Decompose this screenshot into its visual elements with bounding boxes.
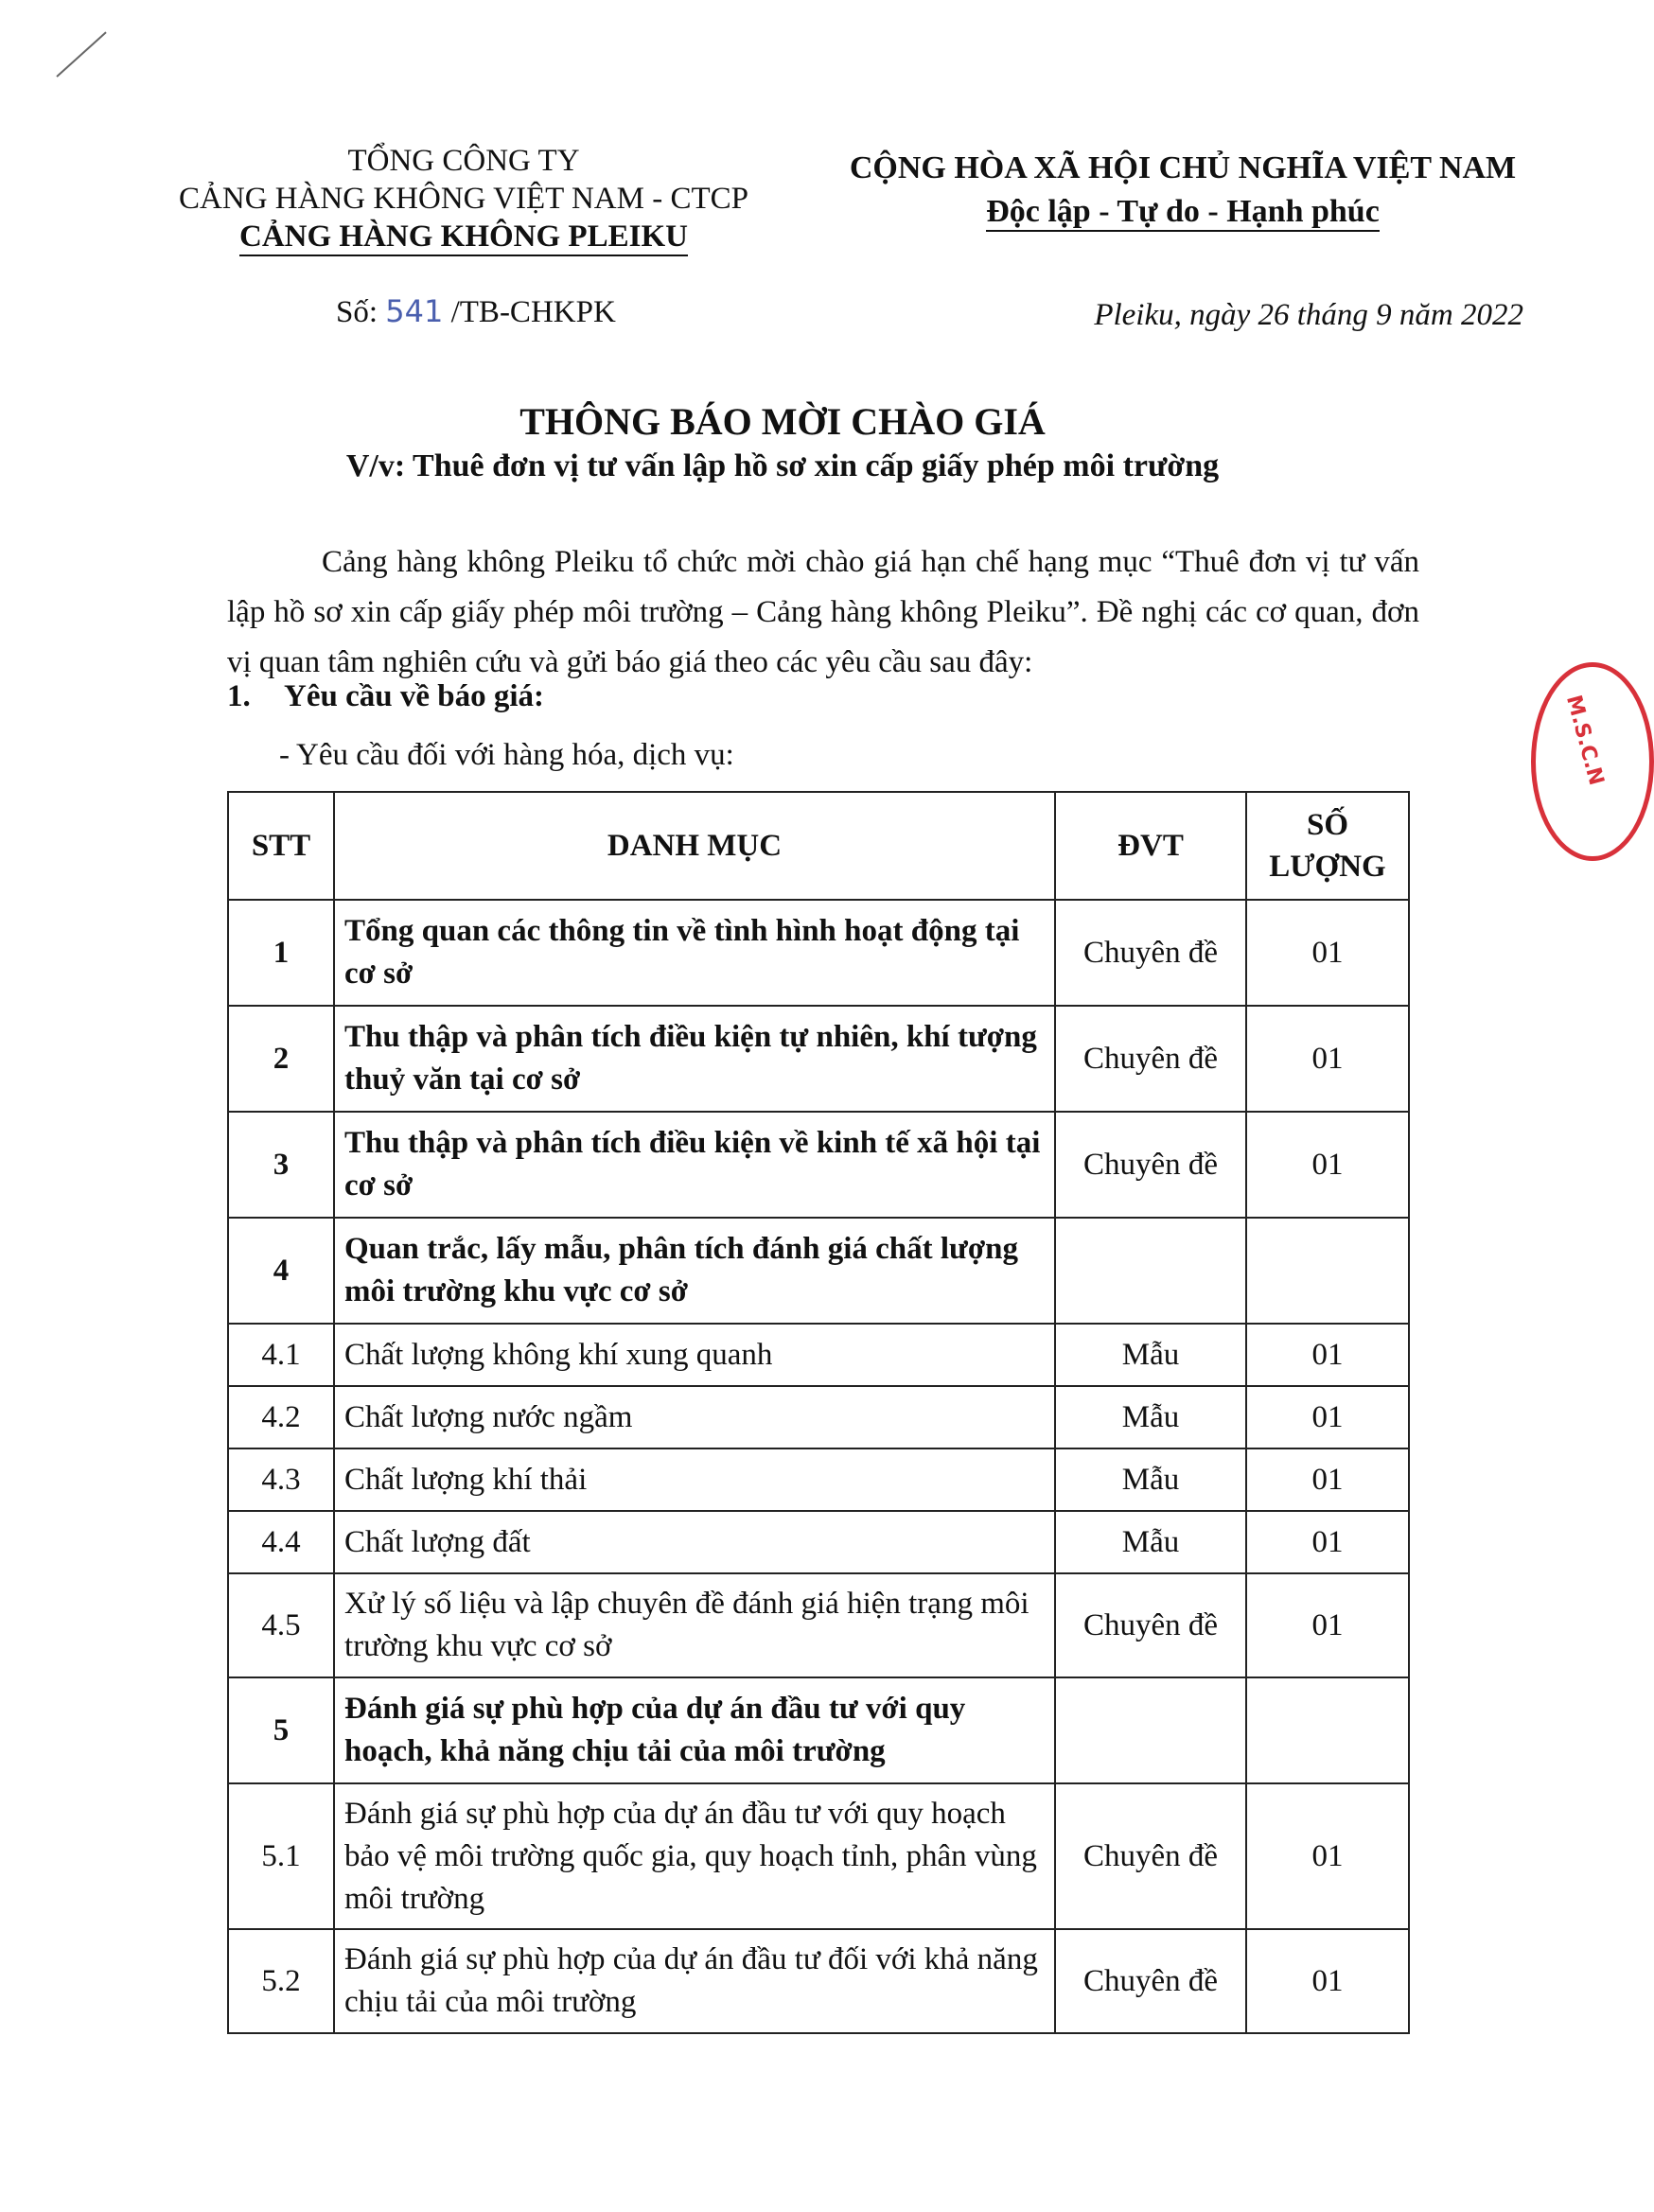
document-title: THÔNG BÁO MỜI CHÀO GIÁ	[519, 400, 1046, 443]
row-name: Chất lượng đất	[334, 1511, 1055, 1573]
doc-number-suffix: /TB-CHKPK	[443, 295, 616, 329]
row-stt: 5	[228, 1677, 334, 1783]
table-row	[228, 1511, 1409, 1573]
issuer-line3: CẢNG HÀNG KHÔNG PLEIKU	[239, 219, 688, 256]
table-row	[228, 1006, 1409, 1112]
seal-text: M.S.C.N	[1561, 693, 1609, 788]
row-unit	[1055, 1218, 1246, 1324]
row-qty: 01	[1246, 1929, 1409, 2033]
table-row	[228, 1324, 1409, 1386]
table-row	[228, 1448, 1409, 1511]
row-stt: 1	[228, 900, 334, 1006]
document-subtitle: V/v: Thuê đơn vị tư vấn lập hồ sơ xin cấp giấy phép môi trường	[345, 448, 1220, 483]
table-row	[228, 1677, 1409, 1783]
row-name: Chất lượng khí thải	[334, 1448, 1055, 1511]
national-motto-line1: CỘNG HÒA XÃ HỘI CHỦ NGHĨA VIỆT NAM	[849, 150, 1517, 185]
document-date: Pleiku, ngày 26 tháng 9 năm 2022	[1094, 298, 1523, 332]
row-qty: 01	[1246, 900, 1409, 1006]
row-unit: Chuyên đề	[1055, 1929, 1246, 2033]
national-header	[833, 147, 1533, 234]
row-stt: 3	[228, 1112, 334, 1218]
row-stt: 4	[228, 1218, 334, 1324]
row-name: Quan trắc, lấy mẫu, phân tích đánh giá chất lượng môi trường khu vực cơ sở	[334, 1218, 1055, 1324]
row-unit	[1055, 1677, 1246, 1783]
row-name: Thu thập và phân tích điều kiện tự nhiên, khí tượng thuỷ văn tại cơ sở	[334, 1006, 1055, 1112]
row-qty: 01	[1246, 1783, 1409, 1929]
section-1-heading	[227, 679, 544, 714]
row-stt: 4.3	[228, 1448, 334, 1511]
row-stt: 5.2	[228, 1929, 334, 2033]
table-row	[228, 1112, 1409, 1218]
doc-number-prefix: Số:	[336, 295, 386, 329]
row-name: Chất lượng nước ngầm	[334, 1386, 1055, 1448]
header-qty-line1: SỐ	[1306, 808, 1349, 842]
row-unit: Chuyên đề	[1055, 1112, 1246, 1218]
row-qty: 01	[1246, 1006, 1409, 1112]
issuer-line1: TỔNG CÔNG TY	[347, 144, 580, 178]
row-unit: Chuyên đề	[1055, 1783, 1246, 1929]
items-table	[227, 791, 1410, 2034]
table-row	[228, 1386, 1409, 1448]
row-name: Đánh giá sự phù hợp của dự án đầu tư với quy hoạch bảo vệ môi trường quốc gia, quy hoạch tỉnh, phân vùng môi trường	[334, 1783, 1055, 1929]
row-qty: 01	[1246, 1448, 1409, 1511]
row-name: Chất lượng không khí xung quanh	[334, 1324, 1055, 1386]
national-motto-line2: Độc lập - Tự do - Hạnh phúc	[986, 194, 1380, 232]
header-stt: STT	[228, 792, 334, 900]
requirement-line: - Yêu cầu đối với hàng hóa, dịch vụ:	[279, 738, 734, 772]
row-stt: 5.1	[228, 1783, 334, 1929]
table-row	[228, 900, 1409, 1006]
row-name: Tổng quan các thông tin về tình hình hoạt động tại cơ sở	[334, 900, 1055, 1006]
row-qty: 01	[1246, 1511, 1409, 1573]
row-name: Đánh giá sự phù hợp của dự án đầu tư đối với khả năng chịu tải của môi trường	[334, 1929, 1055, 2033]
row-unit: Mẫu	[1055, 1448, 1246, 1511]
section-1-title: Yêu cầu về báo giá:	[284, 679, 544, 713]
table-header-row	[228, 792, 1409, 900]
table-row	[228, 1783, 1409, 1929]
header-name: DANH MỤC	[334, 792, 1055, 900]
table-row	[228, 1573, 1409, 1677]
doc-number-handwritten: 541	[385, 293, 444, 329]
row-unit: Chuyên đề	[1055, 1573, 1246, 1677]
row-name: Xử lý số liệu và lập chuyên đề đánh giá hiện trạng môi trường khu vực cơ sở	[334, 1573, 1055, 1677]
row-qty: 01	[1246, 1112, 1409, 1218]
table-row	[228, 1929, 1409, 2033]
row-qty	[1246, 1218, 1409, 1324]
row-stt: 4.1	[228, 1324, 334, 1386]
document-number	[336, 293, 616, 330]
row-qty	[1246, 1677, 1409, 1783]
header-qty	[1246, 792, 1409, 900]
issuer-header	[132, 142, 795, 256]
pen-mark	[56, 31, 106, 77]
row-unit: Mẫu	[1055, 1324, 1246, 1386]
row-name: Đánh giá sự phù hợp của dự án đầu tư với quy hoạch, khả năng chịu tải của môi trường	[334, 1677, 1055, 1783]
row-unit: Chuyên đề	[1055, 1006, 1246, 1112]
header-unit: ĐVT	[1055, 792, 1246, 900]
row-stt: 4.5	[228, 1573, 334, 1677]
row-qty: 01	[1246, 1324, 1409, 1386]
row-qty: 01	[1246, 1386, 1409, 1448]
row-stt: 4.2	[228, 1386, 334, 1448]
row-unit: Chuyên đề	[1055, 900, 1246, 1006]
issuer-line2: CẢNG HÀNG KHÔNG VIỆT NAM - CTCP	[179, 182, 748, 216]
row-qty: 01	[1246, 1573, 1409, 1677]
row-unit: Mẫu	[1055, 1386, 1246, 1448]
table-row	[228, 1218, 1409, 1324]
header-qty-line2: LƯỢNG	[1269, 850, 1386, 884]
row-stt: 4.4	[228, 1511, 334, 1573]
intro-paragraph: Cảng hàng không Pleiku tổ chức mời chào giá hạn chế hạng mục “Thuê đơn vị tư vấn lập hồ sơ xin cấp giấy phép môi trường – Cảng hàng không Pleiku”. Đề nghị các cơ quan, đơn vị quan tâm nghiên cứu và gửi báo giá theo các yêu cầu sau đây:	[227, 545, 1419, 679]
row-stt: 2	[228, 1006, 334, 1112]
row-name: Thu thập và phân tích điều kiện về kinh tế xã hội tại cơ sở	[334, 1112, 1055, 1218]
row-unit: Mẫu	[1055, 1511, 1246, 1573]
section-1-number: 1.	[227, 679, 251, 713]
